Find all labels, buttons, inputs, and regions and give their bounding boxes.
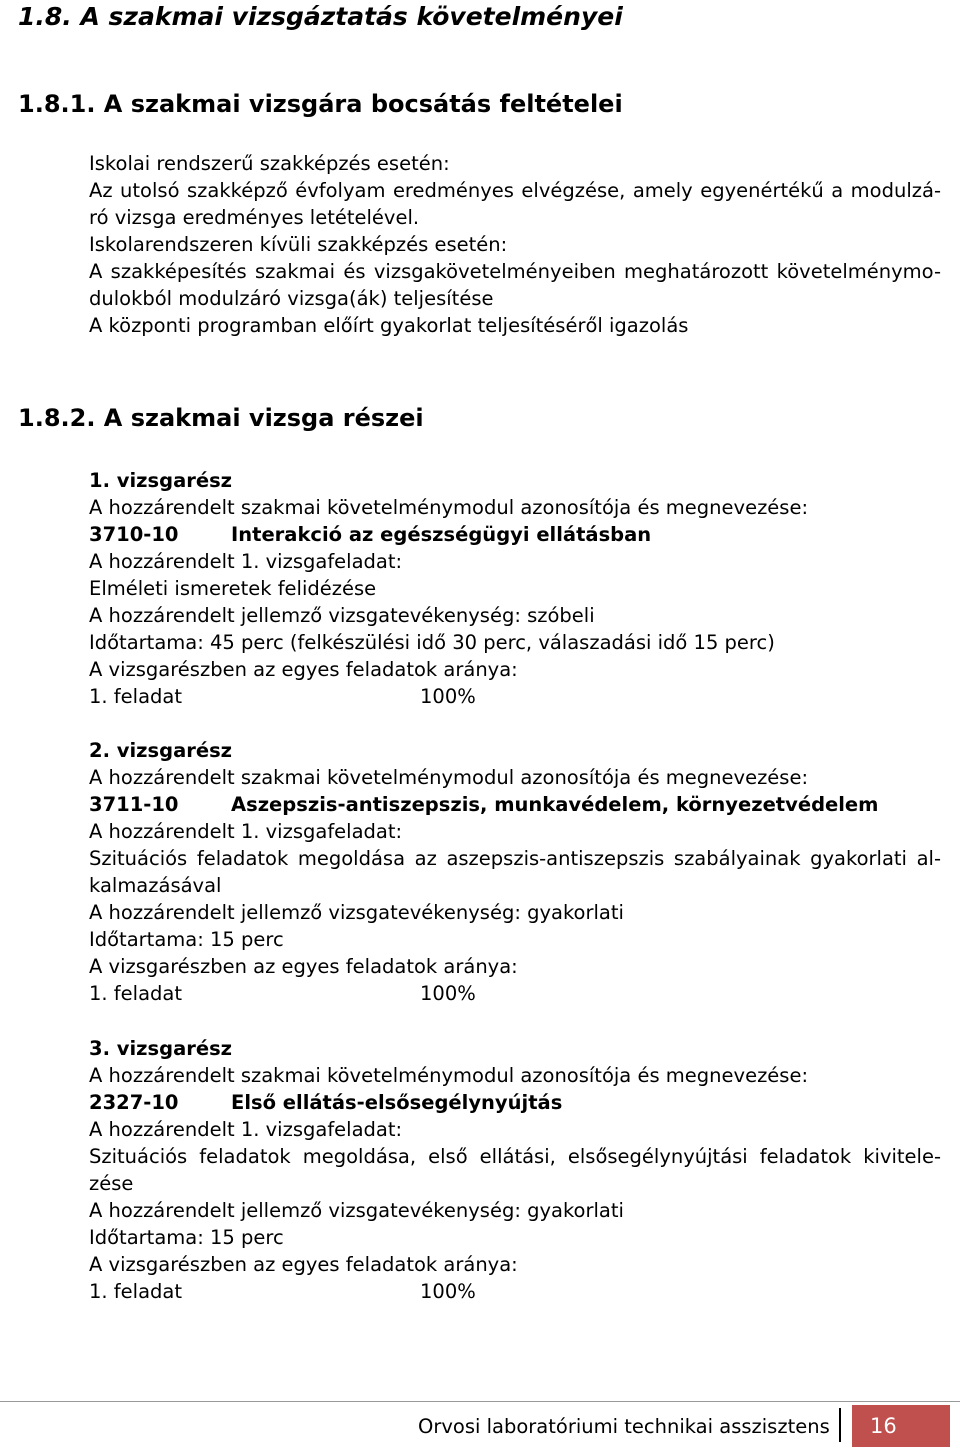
page-number: 16 [870,1414,897,1438]
ratio-label: A vizsgarészben az egyes feladatok aránya: [89,1253,518,1276]
task-label: A hozzárendelt 1. vizsgafeladat: [89,550,403,573]
module-row [89,1091,563,1114]
ratio-label: A vizsgarészben az egyes feladatok aránya: [89,658,518,681]
text-line: A szakképesítés szakmai és vizsgakövetelményeiben meghatározott követelménymo- [89,260,941,283]
activity-line: A hozzárendelt jellemző vizsgatevékenység: gyakorlati [89,1199,624,1222]
task-description: Szituációs feladatok megoldása, első ellátási, elsősegélynyújtási feladatok kivitele- [89,1145,941,1168]
module-label: A hozzárendelt szakmai követelménymodul azonosítója és megnevezése: [89,496,809,519]
task-name: 1. feladat [89,685,183,708]
module-row [89,793,879,816]
module-code: 3711-10 [89,793,179,816]
page-heading: 1.8. A szakmai vizsgáztatás követelményei [18,2,623,31]
exam-part-title: 1. vizsgarész [89,469,233,492]
activity-line: A hozzárendelt jellemző vizsgatevékenység: szóbeli [89,604,595,627]
activity-line: A hozzárendelt jellemző vizsgatevékenység: gyakorlati [89,901,624,924]
module-label: A hozzárendelt szakmai követelménymodul azonosítója és megnevezése: [89,766,809,789]
text-line: Iskolai rendszerű szakképzés esetén: [89,152,450,175]
task-label: A hozzárendelt 1. vizsgafeladat: [89,1118,403,1141]
task-percent: 100% [420,685,476,708]
module-code: 2327-10 [89,1091,179,1114]
duration-line: Időtartama: 15 perc [89,928,284,951]
task-description: Szituációs feladatok megoldása az aszepszis-antiszepszis szabályainak gyakorlati al- [89,847,941,870]
duration-line: Időtartama: 45 perc (felkészülési idő 30 perc, válaszadási idő 15 perc) [89,631,775,654]
task-name: 1. feladat [89,982,183,1005]
task-description: zése [89,1172,134,1195]
module-row [89,523,652,546]
task-ratio-row [89,1280,476,1303]
module-label: A hozzárendelt szakmai követelménymodul azonosítója és megnevezése: [89,1064,809,1087]
duration-line: Időtartama: 15 perc [89,1226,284,1249]
task-description: kalmazásával [89,874,222,897]
section-heading-admission: 1.8.1. A szakmai vizsgára bocsátás feltételei [18,90,623,118]
exam-part-title: 3. vizsgarész [89,1037,233,1060]
task-name: 1. feladat [89,1280,183,1303]
task-percent: 100% [420,1280,476,1303]
task-ratio-row [89,982,476,1005]
task-label: A hozzárendelt 1. vizsgafeladat: [89,820,403,843]
text-line: dulokból modulzáró vizsga(ák) teljesítése [89,287,494,310]
task-percent: 100% [420,982,476,1005]
text-line: Az utolsó szakképző évfolyam eredményes elvégzése, amely egyenértékű a modulzá- [89,179,941,202]
module-code: 3710-10 [89,523,179,546]
task-ratio-row [89,685,476,708]
text-line: A központi programban előírt gyakorlat teljesítéséről igazolás [89,314,689,337]
footer-title: Orvosi laboratóriumi technikai asszisztens [418,1415,830,1438]
text-line: Iskolarendszeren kívüli szakképzés esetén: [89,233,508,256]
exam-part-title: 2. vizsgarész [89,739,233,762]
page-number-box [852,1405,950,1447]
ratio-label: A vizsgarészben az egyes feladatok aránya: [89,955,518,978]
section-heading-exam-parts: 1.8.2. A szakmai vizsga részei [18,404,424,432]
footer-divider [0,1401,960,1402]
module-name: Interakció az egészségügyi ellátásban [231,523,652,546]
footer-separator [839,1408,841,1442]
module-name: Aszepszis-antiszepszis, munkavédelem, környezetvédelem [231,793,879,816]
module-name: Első ellátás-elsősegélynyújtás [231,1091,563,1114]
text-line: ró vizsga eredményes letételével. [89,206,420,229]
task-description: Elméleti ismeretek felidézése [89,577,377,600]
